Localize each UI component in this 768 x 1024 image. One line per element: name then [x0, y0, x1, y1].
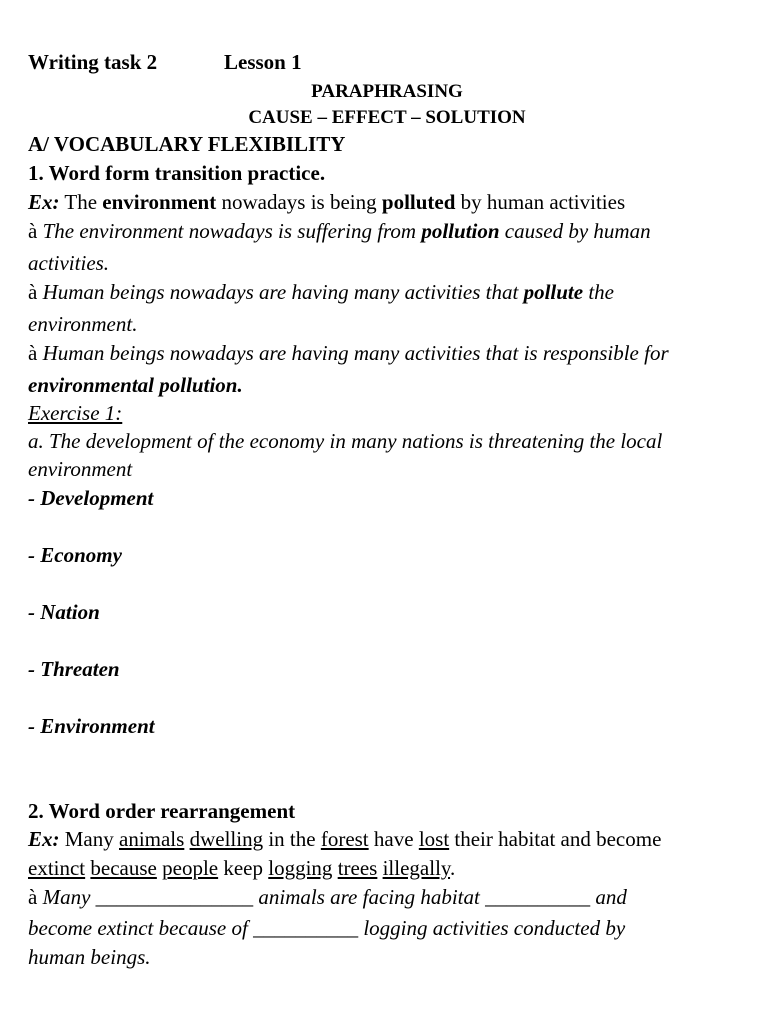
arrow-icon: à	[28, 341, 38, 365]
text: The	[59, 190, 103, 214]
task-label: Writing task 2	[28, 50, 158, 74]
underlined-word: extinct	[28, 856, 86, 880]
paraphrase-1	[28, 221, 651, 242]
text: Many _______________ animals are facing habitat __________ and	[37, 885, 627, 909]
text: by human activities	[455, 190, 626, 214]
bold-word: polluted	[381, 190, 456, 214]
part2-answer-cont: become extinct because of __________ logging activities conducted by	[28, 916, 626, 940]
arrow-icon: à	[28, 885, 38, 909]
part1-heading: 1. Word form transition practice.	[28, 161, 326, 185]
paraphrase-3	[28, 343, 669, 364]
word-item: - Threaten	[28, 657, 120, 681]
arrow-icon: à	[28, 219, 38, 243]
example-label: Ex:	[28, 827, 60, 851]
exercise-sentence: a. The development of the economy in many nations is threatening the local	[28, 429, 663, 453]
section-heading: A/ VOCABULARY FLEXIBILITY	[28, 132, 346, 156]
underlined-word: illegally	[382, 856, 451, 880]
text: have	[368, 827, 419, 851]
example-label: Ex:	[28, 190, 60, 214]
page-title: PARAPHRASING	[311, 81, 463, 102]
word-item: - Development	[28, 486, 154, 510]
text: Many	[59, 827, 119, 851]
bold-word: pollution	[421, 219, 500, 243]
paraphrase-2	[28, 282, 614, 303]
word-item: - Nation	[28, 600, 100, 624]
text: keep	[218, 856, 269, 880]
text: Human beings nowadays are having many activities that	[37, 280, 524, 304]
text: their habitat and become	[449, 827, 662, 851]
page-subtitle: CAUSE – EFFECT – SOLUTION	[248, 107, 526, 128]
word-item: - Environment	[28, 714, 155, 738]
lesson-label: Lesson 1	[224, 50, 302, 74]
bold-word: environment	[102, 190, 217, 214]
bold-word: pollute	[523, 280, 584, 304]
underlined-word: trees	[337, 856, 378, 880]
arrow-icon: à	[28, 280, 38, 304]
paraphrase-3-cont: environmental pollution.	[28, 373, 243, 397]
underlined-word: animals	[119, 827, 185, 851]
example-sentence	[28, 192, 625, 213]
text: the	[583, 280, 614, 304]
text: Human beings nowadays are having many activities that is responsible for	[37, 341, 669, 365]
underlined-word: forest	[320, 827, 369, 851]
text: The environment nowadays is suffering from	[37, 219, 422, 243]
underlined-word: lost	[418, 827, 450, 851]
header-row	[28, 50, 302, 74]
underlined-word: dwelling	[189, 827, 264, 851]
text: .	[450, 856, 456, 880]
exercise-label: Exercise 1:	[28, 401, 123, 425]
text: caused by human	[499, 219, 651, 243]
exercise-sentence-cont: environment	[28, 457, 133, 481]
underlined-word: logging	[268, 856, 333, 880]
part2-answer	[28, 887, 627, 908]
underlined-word: people	[162, 856, 219, 880]
paraphrase-1-cont: activities.	[28, 251, 110, 275]
part2-heading: 2. Word order rearrangement	[28, 799, 296, 823]
word-item: - Economy	[28, 543, 122, 567]
underlined-word: because	[90, 856, 157, 880]
part2-example-cont	[28, 858, 455, 879]
text: nowadays is being	[216, 190, 382, 214]
part2-answer-cont: human beings.	[28, 945, 151, 969]
text: in the	[263, 827, 321, 851]
paraphrase-2-cont: environment.	[28, 312, 138, 336]
part2-example	[28, 829, 661, 850]
